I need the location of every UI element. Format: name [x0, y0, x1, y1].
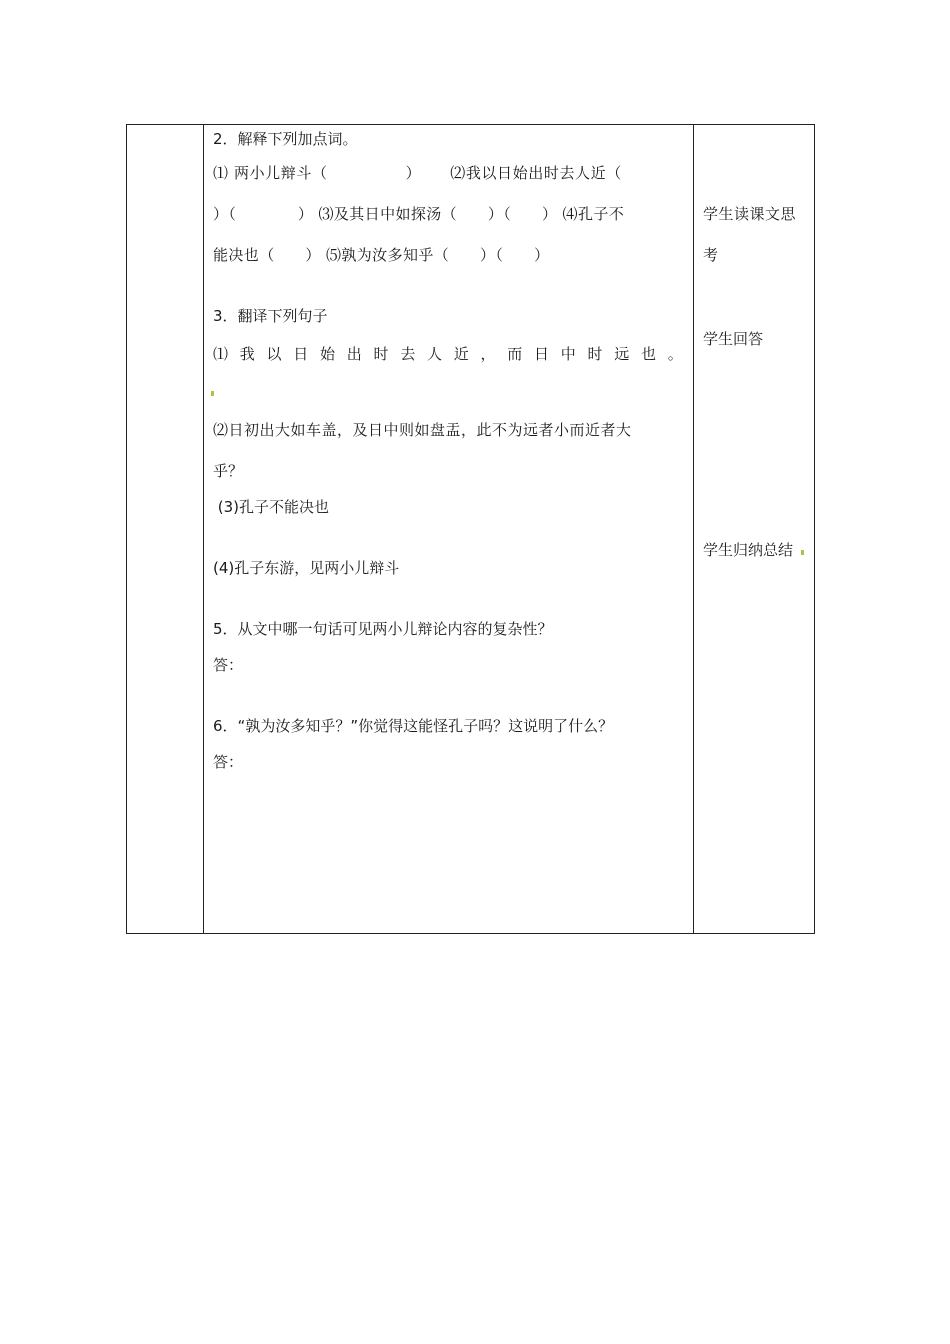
green-mark: [801, 550, 804, 555]
sentence-char: 我: [239, 345, 255, 363]
q3-sentence-2a: ⑵日初出大如车盖，及日中则如盘盂，此不为远者小而近者大: [213, 421, 632, 439]
sentence-char: 时: [373, 345, 389, 363]
sentence-char: 也: [641, 345, 657, 363]
q3-title: 3．翻译下列句子: [213, 307, 328, 325]
green-mark: [211, 391, 214, 396]
q3-sentence-3: (3)孔子不能决也: [213, 498, 330, 516]
sentence-char: 始: [320, 345, 336, 363]
sentence-char: 去: [400, 345, 416, 363]
note-answer: 学生回答: [703, 330, 764, 348]
sentence-char: 。: [667, 345, 683, 363]
note-read-think-cont: 考: [703, 246, 719, 264]
sentence-char: ⑴: [213, 345, 229, 363]
note-read-think: 学生读课文思: [703, 205, 797, 223]
sentence-char: 近: [453, 345, 469, 363]
q2-title: 2．解释下列加点词。: [213, 130, 358, 148]
q2-line-1: ⑴ 两小儿辩斗（ ） ⑵我以日始出时去人近（: [213, 164, 622, 182]
q6-answer-label: 答：: [213, 753, 244, 771]
sentence-char: 出: [346, 345, 362, 363]
sentence-char: 远: [614, 345, 630, 363]
q3-sentence-1: [213, 344, 683, 364]
sentence-char: 日: [534, 345, 550, 363]
column-divider: [693, 125, 694, 933]
q2-line-3: 能决也（ ） ⑸孰为汝多知乎（ ）（ ）: [213, 246, 550, 264]
sentence-char: ，: [480, 345, 496, 363]
sentence-char: 以: [266, 345, 282, 363]
q2-line-2: ）（ ） ⑶及其日中如探汤（ ）（ ） ⑷孔子不: [213, 205, 625, 223]
sentence-char: 日: [293, 345, 309, 363]
sentence-char: 而: [507, 345, 523, 363]
q3-sentence-4: (4)孔子东游，见两小儿辩斗: [213, 559, 400, 577]
sentence-char: 中: [560, 345, 576, 363]
q6-title: 6．“孰为汝多知乎？”你觉得这能怪孔子吗？这说明了什么？: [213, 717, 614, 735]
q5-title: 5．从文中哪一句话可见两小儿辩论内容的复杂性？: [213, 620, 553, 638]
q5-answer-label: 答：: [213, 656, 244, 674]
sentence-char: 人: [427, 345, 443, 363]
note-summarize: 学生归纳总结: [703, 541, 794, 559]
q3-sentence-2b: 乎？: [213, 462, 244, 480]
column-divider: [203, 125, 204, 933]
sentence-char: 时: [587, 345, 603, 363]
